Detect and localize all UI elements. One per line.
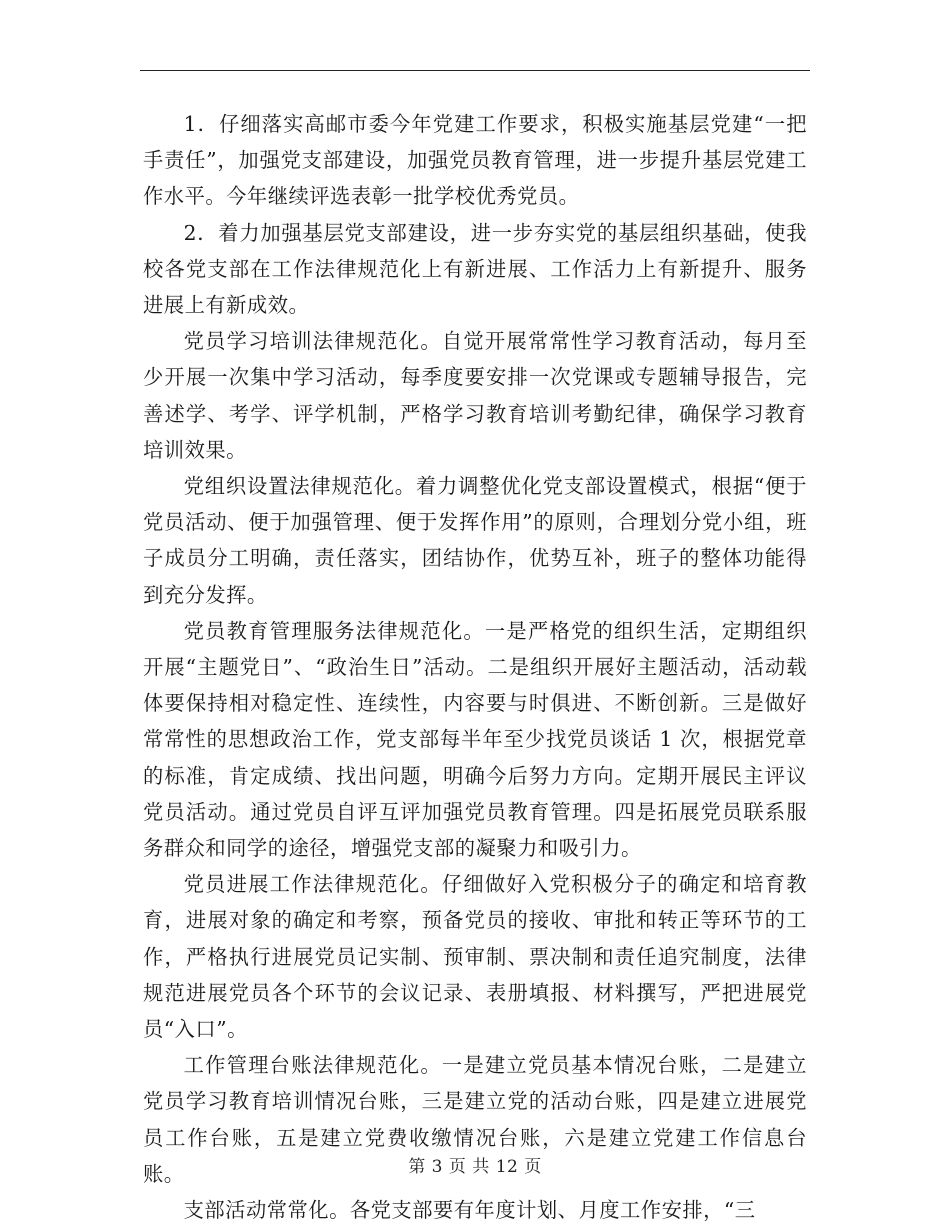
paragraph: 党员进展工作法律规范化。仔细做好入党积极分子的确定和培育教育，进展对象的确定和考察，预备党员的接收、审批和转正等环节的工作，严格执行进展党员记实制、预审制、票决制和责任追究制度，法律规范进展党员各个环节的会议记录、表册填报、材料撰写，严把进展党员“入口”。 xyxy=(143,872,807,1042)
header-rule xyxy=(140,70,810,71)
paragraph: 党员教育管理服务法律规范化。一是严格党的组织生活，定期组织开展“主题党日”、“政治生日”活动。二是组织开展好主题活动，活动载体要保持相对稳定性、连续性，内容要与时俱进、不断创新。三是做好常常性的思想政治工作，党支部每半年至少找党员谈话 1 次，根据党章的标准，肯定成绩、找出问题，明确今后努力方向。定期开展民主评议党员活动。通过党员自评互评加强党员教育管理。四是拓展党员联系服务群众和同学的途径，增强党支部的凝聚力和吸引力。 xyxy=(143,618,807,861)
paragraph: 党员学习培训法律规范化。自觉开展常常性学习教育活动，每月至少开展一次集中学习活动，每季度要安排一次党课或专题辅导报告，完善述学、考学、评学机制，严格学习教育培训考勤纪律，确保学习教育培训效果。 xyxy=(143,329,807,462)
paragraph: 党组织设置法律规范化。着力调整优化党支部设置模式，根据“便于党员活动、便于加强管理、便于发挥作用”的原则，合理划分党小组，班子成员分工明确，责任落实，团结协作，优势互补，班子的整体功能得到充分发挥。 xyxy=(143,474,807,607)
document-body xyxy=(143,106,807,1228)
paragraph: 工作管理台账法律规范化。一是建立党员基本情况台账，二是建立党员学习教育培训情况台账，三是建立党的活动台账，四是建立进展党员工作台账，五是建立党费收缴情况台账，六是建立党建工作信息台账。 xyxy=(143,1053,807,1186)
paragraph: 支部活动常常化。各党支部要有年度计划、月度工作安排，“三 xyxy=(183,1198,756,1223)
paragraph: 1．仔细落实高邮市委今年党建工作要求，积极实施基层党建“一把手责任”，加强党支部建设，加强党员教育管理，进一步提升基层党建工作水平。今年继续评选表彰一批学校优秀党员。 xyxy=(143,112,807,209)
page-number-footer: 第 3 页 共 12 页 xyxy=(408,1157,542,1177)
paragraph: 2．着力加强基层党支部建设，进一步夯实党的基层组织基础，使我校各党支部在工作法律规范化上有新进展、工作活力上有新提升、服务进展上有新成效。 xyxy=(143,220,807,318)
